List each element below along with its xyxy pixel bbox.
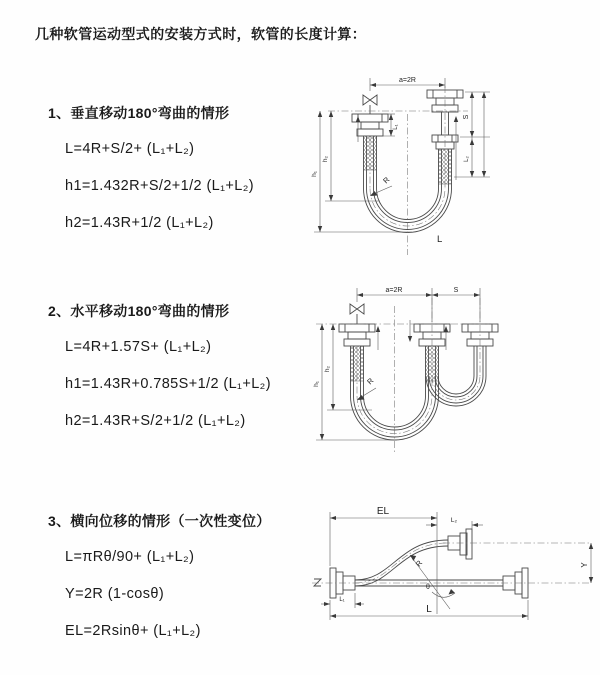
centerlines <box>316 298 496 452</box>
formula-h2: h2=1.43R+1/2 (L₁+L₂) <box>65 215 214 231</box>
dim-label-s: S <box>463 114 470 120</box>
centerlines <box>312 543 591 583</box>
diagram-lateral-displacement <box>298 496 600 666</box>
radius-callout <box>410 555 450 609</box>
dim-label-l1: L₁ <box>393 124 399 130</box>
formula-el: EL=2Rsinθ+ (L₁+L₂) <box>65 623 201 639</box>
formula-y: Y=2R (1-cosθ) <box>65 586 165 602</box>
dim-label-theta: θ <box>426 584 430 591</box>
hose-s-curve-position <box>355 540 448 586</box>
left-flange-fitting <box>339 324 375 346</box>
dim-label-r: R <box>365 376 376 387</box>
section-3-formulas <box>65 539 271 650</box>
valve-icon <box>350 304 364 324</box>
dim-label-l1: L₁ <box>339 597 345 603</box>
dim-l1 <box>378 114 399 136</box>
dim-label-a2r: a=2R <box>385 287 403 294</box>
section-1 <box>48 103 254 242</box>
dim-y <box>580 543 593 583</box>
diagram-horizontal-180-bend <box>300 276 600 466</box>
formula-l: L=πRθ/90+ (L₁+L₂) <box>65 549 195 565</box>
formula-h1: h1=1.43R+0.785S+1/2 (L₁+L₂) <box>65 376 271 392</box>
dim-a2r <box>370 77 445 91</box>
section-2 <box>48 301 271 440</box>
dim-label-a2r: a=2R <box>399 77 416 84</box>
dim-label-h2: h₂ <box>324 365 331 373</box>
dim-label-y: Y <box>580 562 589 568</box>
section-1-formulas <box>65 131 254 242</box>
formula-h2: h2=1.43R+S/2+1/2 (L₁+L₂) <box>65 413 246 429</box>
dim-label-l2: L₂ <box>464 156 470 162</box>
formula-l: L=4R+S/2+ (L₁+L₂) <box>65 141 195 157</box>
dim-h1 <box>313 324 397 440</box>
dim-el <box>330 506 437 614</box>
dim-label-l2: L₂ <box>450 517 458 524</box>
formula-h1: h1=1.432R+S/2+1/2 (L₁+L₂) <box>65 178 255 194</box>
dim-label-l: L <box>426 604 432 615</box>
dim-label-h1: h₁ <box>311 171 318 177</box>
section-3-heading: 3、横向位移的情形（一次性变位） <box>48 513 271 529</box>
dim-s-l2 <box>454 92 490 177</box>
dim-label-el: EL <box>376 506 390 517</box>
movement-arrows <box>376 320 448 350</box>
diagram-vertical-180-bend <box>300 62 600 267</box>
section-1-heading: 1、垂直移动180°弯曲的情形 <box>48 105 230 121</box>
dim-label-r: R <box>413 558 425 569</box>
section-2-heading: 2、水平移动180°弯曲的情形 <box>48 303 230 319</box>
centerline-end-mark <box>314 579 321 586</box>
page-title: 几种软管运动型式的安装方式时，软管的长度计算： <box>35 26 367 42</box>
dim-label-s: S <box>453 287 459 294</box>
dim-label-h2: h₂ <box>322 155 329 163</box>
section-2-formulas <box>65 329 271 440</box>
dim-label-h1: h₁ <box>313 381 320 387</box>
dim-a2r-s <box>357 287 480 322</box>
dim-label-r: R <box>381 175 392 186</box>
dim-label-l: L <box>437 234 443 245</box>
dim-l1 <box>321 593 364 608</box>
displaced-flange-fitting <box>448 529 472 559</box>
section-3 <box>48 511 271 650</box>
formula-l: L=4R+1.57S+ (L₁+L₂) <box>65 339 212 355</box>
